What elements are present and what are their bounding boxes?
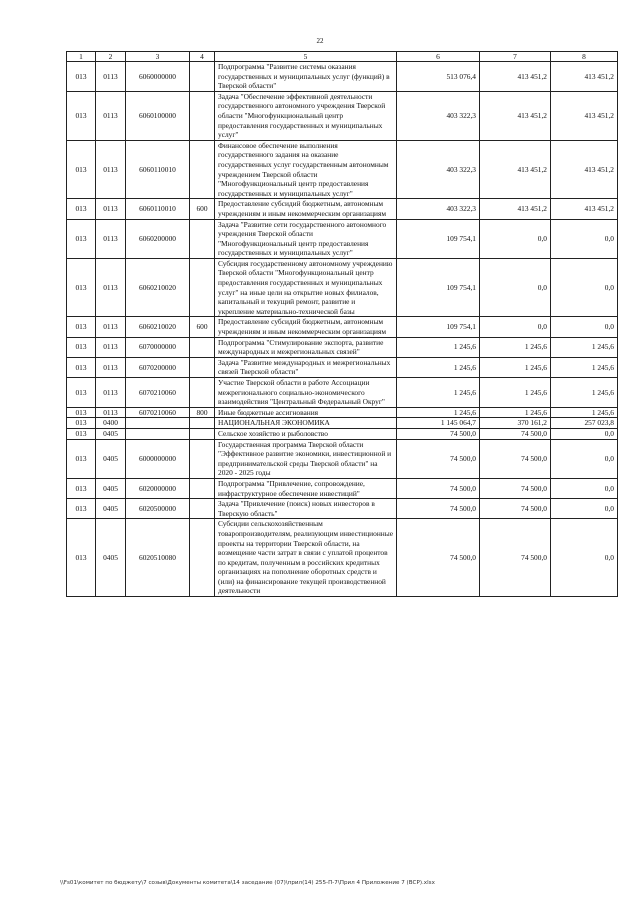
- table-row: [67, 140, 618, 199]
- cell-amount-year1: 1 245,6: [397, 378, 480, 408]
- cell-description: Финансовое обеспечение выполнения государственного задания на оказание государственных услуг государственным автономным учреждением Тверской области "Многофункциональный центр предоставления государственных и муниципальных услуг": [215, 140, 397, 199]
- cell-ministry-code: 013: [67, 418, 96, 429]
- table-row: [67, 407, 618, 418]
- cell-amount-year1: 1 245,6: [397, 407, 480, 418]
- cell-section-code: 0113: [96, 337, 126, 357]
- cell-expense-type: [190, 357, 215, 377]
- cell-amount-year2: 1 245,6: [480, 357, 551, 377]
- cell-amount-year3: 0,0: [551, 258, 618, 317]
- header-row: [67, 52, 618, 62]
- cell-amount-year2: 413 451,2: [480, 140, 551, 199]
- cell-ministry-code: 013: [67, 499, 96, 519]
- cell-expense-type: [190, 140, 215, 199]
- cell-ministry-code: 013: [67, 439, 96, 478]
- cell-amount-year2: 1 245,6: [480, 378, 551, 408]
- table-row: [67, 519, 618, 597]
- table-row: [67, 258, 618, 317]
- cell-amount-year3: 413 451,2: [551, 199, 618, 219]
- cell-target-article: 6020500000: [126, 499, 190, 519]
- cell-amount-year3: 0,0: [551, 317, 618, 337]
- cell-amount-year2: 74 500,0: [480, 499, 551, 519]
- cell-description: Подпрограмма "Развитие системы оказания государственных и муниципальных услуг (функций) в Тверской области": [215, 62, 397, 92]
- cell-ministry-code: 013: [67, 140, 96, 199]
- cell-amount-year3: 257 023,8: [551, 418, 618, 429]
- cell-amount-year1: 1 245,6: [397, 357, 480, 377]
- cell-section-code: 0405: [96, 478, 126, 498]
- cell-ministry-code: 013: [67, 478, 96, 498]
- cell-amount-year2: 413 451,2: [480, 91, 551, 140]
- cell-description: Задача "Развитие международных и межрегиональных связей Тверской области": [215, 357, 397, 377]
- cell-expense-type: [190, 378, 215, 408]
- cell-amount-year3: 1 245,6: [551, 357, 618, 377]
- cell-section-code: 0405: [96, 519, 126, 597]
- cell-section-code: 0113: [96, 357, 126, 377]
- cell-amount-year1: 74 500,0: [397, 478, 480, 498]
- cell-expense-type: 600: [190, 317, 215, 337]
- cell-section-code: 0113: [96, 317, 126, 337]
- cell-amount-year1: 513 076,4: [397, 62, 480, 92]
- cell-target-article: [126, 418, 190, 429]
- cell-section-code: 0405: [96, 439, 126, 478]
- table-row: [67, 499, 618, 519]
- cell-ministry-code: 013: [67, 258, 96, 317]
- cell-target-article: 6060100000: [126, 91, 190, 140]
- header-cell: 3: [126, 52, 190, 62]
- cell-expense-type: 800: [190, 407, 215, 418]
- page-number: 22: [316, 37, 324, 45]
- cell-amount-year2: 74 500,0: [480, 439, 551, 478]
- cell-target-article: 6060110010: [126, 140, 190, 199]
- cell-target-article: 6000000000: [126, 439, 190, 478]
- cell-amount-year2: 74 500,0: [480, 428, 551, 439]
- cell-amount-year1: 74 500,0: [397, 519, 480, 597]
- cell-amount-year1: 109 754,1: [397, 219, 480, 258]
- cell-section-code: 0113: [96, 219, 126, 258]
- cell-section-code: 0405: [96, 428, 126, 439]
- table-body: [67, 62, 618, 597]
- cell-target-article: 6060000000: [126, 62, 190, 92]
- table-row: [67, 428, 618, 439]
- cell-amount-year2: 1 245,6: [480, 337, 551, 357]
- cell-amount-year1: 109 754,1: [397, 258, 480, 317]
- cell-target-article: 6060200000: [126, 219, 190, 258]
- cell-section-code: 0405: [96, 499, 126, 519]
- cell-description: Подпрограмма "Стимулирование экспорта, развитие международных и межрегиональных связей": [215, 337, 397, 357]
- cell-ministry-code: 013: [67, 62, 96, 92]
- cell-ministry-code: 013: [67, 199, 96, 219]
- cell-target-article: 6060110010: [126, 199, 190, 219]
- cell-amount-year3: 0,0: [551, 428, 618, 439]
- cell-description: Иные бюджетные ассигнования: [215, 407, 397, 418]
- table-row: [67, 199, 618, 219]
- table-row: [67, 439, 618, 478]
- cell-section-code: 0113: [96, 140, 126, 199]
- cell-amount-year3: 0,0: [551, 439, 618, 478]
- cell-amount-year3: 0,0: [551, 499, 618, 519]
- cell-amount-year2: 74 500,0: [480, 478, 551, 498]
- header-cell: 1: [67, 52, 96, 62]
- cell-amount-year3: 413 451,2: [551, 62, 618, 92]
- cell-amount-year1: 1 245,6: [397, 337, 480, 357]
- cell-amount-year3: 0,0: [551, 478, 618, 498]
- header-cell: 8: [551, 52, 618, 62]
- cell-target-article: 6060210020: [126, 258, 190, 317]
- cell-section-code: 0113: [96, 378, 126, 408]
- cell-expense-type: [190, 258, 215, 317]
- cell-ministry-code: 013: [67, 378, 96, 408]
- cell-description: Задача "Обеспечение эффективной деятельности государственного автономного учреждения Тверской области "Многофункциональный центр предоставления государственных и муниципальных услуг": [215, 91, 397, 140]
- cell-amount-year3: 1 245,6: [551, 378, 618, 408]
- cell-section-code: 0113: [96, 62, 126, 92]
- cell-ministry-code: 013: [67, 519, 96, 597]
- table-row: [67, 357, 618, 377]
- cell-amount-year2: 413 451,2: [480, 62, 551, 92]
- cell-ministry-code: 013: [67, 337, 96, 357]
- cell-amount-year2: 0,0: [480, 219, 551, 258]
- cell-target-article: [126, 428, 190, 439]
- cell-amount-year1: 74 500,0: [397, 499, 480, 519]
- cell-expense-type: [190, 62, 215, 92]
- budget-table: [66, 51, 618, 597]
- cell-expense-type: [190, 418, 215, 429]
- cell-expense-type: [190, 428, 215, 439]
- cell-target-article: 6060210020: [126, 317, 190, 337]
- table-row: [67, 378, 618, 408]
- cell-description: Предоставление субсидий бюджетным, автономным учреждениям и иным некоммерческим организациям: [215, 317, 397, 337]
- cell-section-code: 0113: [96, 91, 126, 140]
- cell-target-article: 6020510080: [126, 519, 190, 597]
- cell-amount-year1: 74 500,0: [397, 428, 480, 439]
- table-row: [67, 418, 618, 429]
- cell-section-code: 0400: [96, 418, 126, 429]
- table-row: [67, 91, 618, 140]
- cell-amount-year2: 0,0: [480, 258, 551, 317]
- cell-amount-year1: 1 145 064,7: [397, 418, 480, 429]
- cell-description: Субсидия государственному автономному учреждению Тверской области "Многофункциональный центр предоставления государственных и муниципальных услуг" на иные цели на открытие новых филиалов, капитальный и текущий ремонт, развитие и укрепление материально-технической базы: [215, 258, 397, 317]
- file-path-footer: \\Fs01\комитет по бюджету\7 созыв\Документы комитета\14 заседание (07)\прил(14) 255-П-7\Прил 4 Приложение 7 (ВСР).xlsx: [60, 880, 435, 886]
- cell-amount-year1: 74 500,0: [397, 439, 480, 478]
- cell-expense-type: [190, 478, 215, 498]
- table-row: [67, 219, 618, 258]
- cell-description: Государственная программа Тверской области "Эффективное развитие экономики, инвестиционной и предпринимательской среды Тверской области" на 2020 - 2025 годы: [215, 439, 397, 478]
- header-cell: 7: [480, 52, 551, 62]
- table-row: [67, 62, 618, 92]
- cell-amount-year2: 74 500,0: [480, 519, 551, 597]
- cell-amount-year2: 413 451,2: [480, 199, 551, 219]
- header-cell: 4: [190, 52, 215, 62]
- cell-section-code: 0113: [96, 258, 126, 317]
- cell-expense-type: [190, 219, 215, 258]
- header-cell: 5: [215, 52, 397, 62]
- cell-ministry-code: 013: [67, 91, 96, 140]
- cell-description: Задача "Развитие сети государственного автономного учреждения Тверской области "Многофункциональный центр предоставления государственных и муниципальных услуг": [215, 219, 397, 258]
- cell-description: НАЦИОНАЛЬНАЯ ЭКОНОМИКА: [215, 418, 397, 429]
- cell-ministry-code: 013: [67, 428, 96, 439]
- cell-expense-type: [190, 91, 215, 140]
- cell-target-article: 6070200000: [126, 357, 190, 377]
- table-row: [67, 317, 618, 337]
- cell-amount-year3: 1 245,6: [551, 337, 618, 357]
- cell-target-article: 6070000000: [126, 337, 190, 357]
- cell-expense-type: [190, 337, 215, 357]
- cell-ministry-code: 013: [67, 407, 96, 418]
- cell-expense-type: [190, 519, 215, 597]
- cell-target-article: 6070210060: [126, 378, 190, 408]
- cell-description: Подпрограмма "Привлечение, сопровождение, инфраструктурное обеспечение инвестиций": [215, 478, 397, 498]
- cell-target-article: 6070210060: [126, 407, 190, 418]
- table-row: [67, 337, 618, 357]
- cell-section-code: 0113: [96, 407, 126, 418]
- cell-amount-year3: 0,0: [551, 519, 618, 597]
- cell-description: Предоставление субсидий бюджетным, автономным учреждениям и иным некоммерческим организациям: [215, 199, 397, 219]
- cell-ministry-code: 013: [67, 317, 96, 337]
- cell-amount-year3: 413 451,2: [551, 140, 618, 199]
- cell-description: Сельское хозяйство и рыболовство: [215, 428, 397, 439]
- cell-amount-year1: 403 322,3: [397, 140, 480, 199]
- table-row: [67, 478, 618, 498]
- cell-description: Участие Тверской области в работе Ассоциации межрегионального социально-экономического взаимодействия "Центральный Федеральный Округ": [215, 378, 397, 408]
- cell-expense-type: [190, 439, 215, 478]
- cell-amount-year1: 109 754,1: [397, 317, 480, 337]
- cell-ministry-code: 013: [67, 219, 96, 258]
- cell-target-article: 6020000000: [126, 478, 190, 498]
- cell-amount-year3: 413 451,2: [551, 91, 618, 140]
- cell-amount-year2: 0,0: [480, 317, 551, 337]
- cell-amount-year2: 370 161,2: [480, 418, 551, 429]
- cell-amount-year1: 403 322,3: [397, 199, 480, 219]
- cell-description: Субсидии сельскохозяйственным товаропроизводителям, реализующим инвестиционные проекты на территории Тверской области, на возмещение части затрат в связи с уплатой процентов по кредитам, полученным в российских кредитных организациях на пополнение оборотных средств и (или) на финансирование текущей производственной деятельности: [215, 519, 397, 597]
- cell-ministry-code: 013: [67, 357, 96, 377]
- cell-amount-year3: 1 245,6: [551, 407, 618, 418]
- cell-amount-year1: 403 322,3: [397, 91, 480, 140]
- cell-expense-type: 600: [190, 199, 215, 219]
- cell-amount-year3: 0,0: [551, 219, 618, 258]
- header-cell: 2: [96, 52, 126, 62]
- cell-expense-type: [190, 499, 215, 519]
- cell-section-code: 0113: [96, 199, 126, 219]
- header-cell: 6: [397, 52, 480, 62]
- cell-amount-year2: 1 245,6: [480, 407, 551, 418]
- cell-description: Задача "Привлечение (поиск) новых инвесторов в Тверскую область": [215, 499, 397, 519]
